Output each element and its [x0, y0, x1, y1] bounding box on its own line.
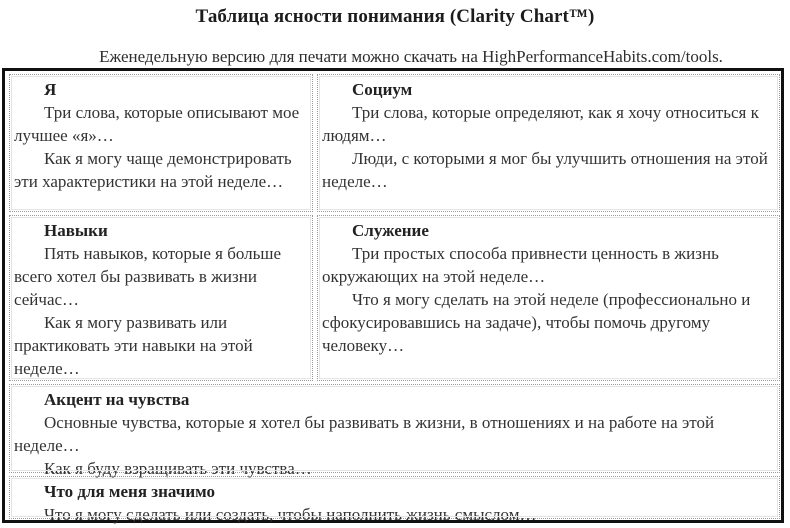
section-heading: Служение [352, 221, 429, 240]
section-heading: Навыки [44, 221, 108, 240]
section-service [317, 215, 780, 381]
section-prompt: Три слова, которые определяют, как я хочу относиться к людям… [322, 103, 759, 145]
section-prompt: Три слова, которые описывают мое лучшее «я»… [14, 103, 300, 145]
section-prompt: Основные чувства, которые я хотел бы развивать в жизни, в отношениях и на работе на этой неделе… [14, 413, 715, 455]
section-prompt: Как я могу развивать или практиковать эти навыки на этой неделе… [14, 313, 253, 378]
section-heading: Акцент на чувства [44, 390, 190, 409]
section-prompt: Как я могу чаще демонстрировать эти характеристики на этой неделе… [14, 149, 292, 191]
section-heading: Что для меня значимо [44, 482, 215, 501]
section-social [317, 74, 780, 212]
section-prompt: Пять навыков, которые я больше всего хотел бы развивать в жизни сейчас… [14, 244, 282, 309]
section-prompt: Что я могу сделать на этой неделе (профессионально и сфокусировавшись на задаче), чтобы помочь другому человеку… [322, 290, 751, 355]
section-heading: Я [44, 80, 57, 99]
section-prompt: Что я могу сделать или создать, чтобы наполнить жизнь смыслом… [44, 505, 537, 524]
section-heading: Социум [352, 80, 413, 99]
section-emotions [9, 384, 780, 478]
section-skills [9, 215, 313, 381]
section-self [9, 74, 313, 212]
section-prompt: Люди, с которыми я мог бы улучшить отношения на этой неделе… [322, 149, 768, 191]
clarity-chart-table [2, 68, 784, 523]
section-prompt: Три простых способа привнести ценность в жизнь окружающих на этой неделе… [322, 244, 719, 286]
section-prompt: Как я буду взращивать эти чувства… [44, 459, 312, 478]
section-meaning [9, 476, 780, 524]
page-title: Таблица ясности понимания (Clarity Chart™) [195, 6, 595, 27]
download-note: Еженедельную версию для печати можно скачать на HighPerformanceHabits.com/tools. [99, 47, 723, 66]
